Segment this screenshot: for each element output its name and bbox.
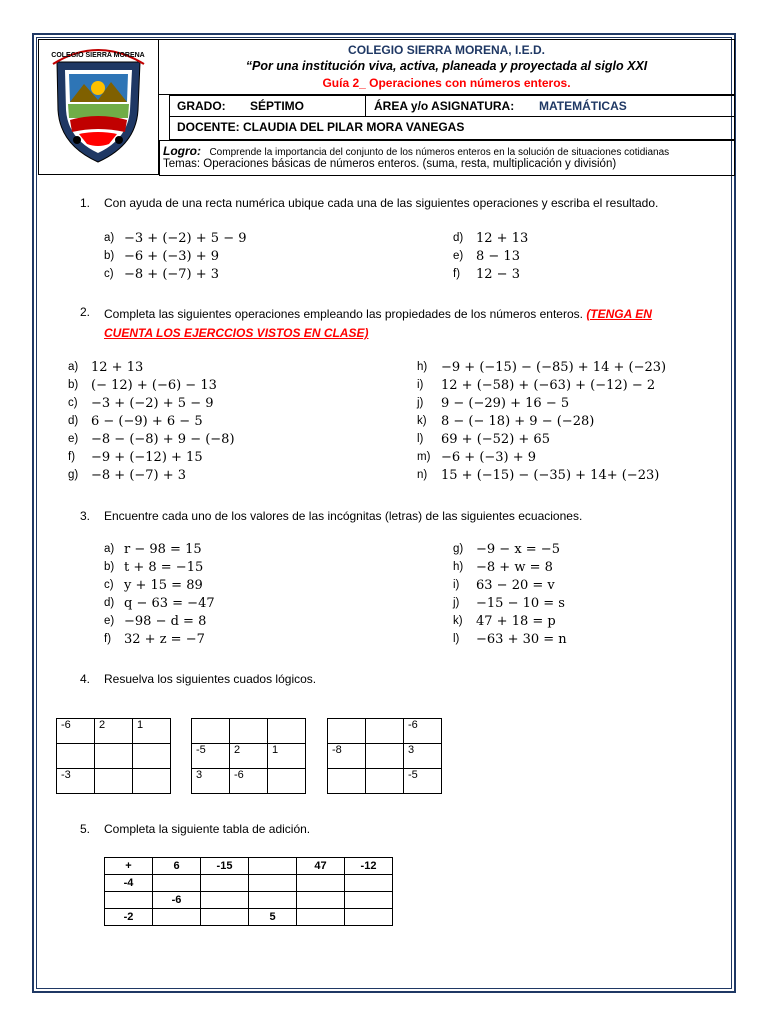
teacher-name: DOCENTE: CLAUDIA DEL PILAR MORA VANEGAS [177, 120, 465, 134]
school-name: COLEGIO SIERRA MORENA, I.E.D. [348, 43, 545, 57]
q3-number: 3. [80, 509, 91, 523]
q3-item-label: c) [104, 579, 114, 591]
q1-item-expression: −8 + (−7) + 3 [124, 267, 220, 282]
title-block [159, 39, 735, 95]
q3-item-expression: −9 − x = −5 [476, 542, 560, 557]
q3-item-label: k) [453, 615, 463, 627]
q2-text: Completa las siguientes operaciones empleando las propiedades de los números enteros. [104, 307, 583, 321]
logic-square-row [328, 744, 442, 769]
q2-item-label: m) [417, 451, 431, 463]
addition-table-cell[interactable] [297, 875, 345, 892]
q3-item-label: a) [104, 543, 115, 555]
logic-square-cell: 1 [268, 744, 306, 769]
guide-title: Guía 2_ Operaciones con números enteros. [322, 76, 571, 90]
logic-square-cell[interactable] [133, 769, 171, 794]
logo-cell [38, 39, 159, 175]
logic-square-2 [191, 718, 306, 794]
logic-square-cell: 2 [230, 744, 268, 769]
logic-square-1 [56, 718, 171, 794]
q2-item-label: a) [68, 361, 79, 373]
q1-item-label: b) [104, 250, 115, 262]
q2-item-expression: 8 − (− 18) + 9 − (−28) [441, 414, 595, 429]
q2-item-expression: −8 − (−8) + 9 − (−8) [91, 432, 235, 447]
q3-item-expression: −63 + 30 = n [476, 632, 567, 647]
logic-square-cell[interactable] [328, 719, 366, 744]
q2-item-label: d) [68, 415, 79, 427]
objective-block [159, 140, 735, 176]
addition-table-cell[interactable] [201, 892, 249, 909]
addition-table [104, 857, 393, 926]
q2-item-label: f) [68, 451, 76, 463]
logic-square-cell[interactable] [366, 719, 404, 744]
logic-square-cell: -3 [57, 769, 95, 794]
q2-item-expression: 15 + (−15) − (−35) + 14+ (−23) [441, 468, 660, 483]
q2-item-label: k) [417, 415, 427, 427]
logic-square-cell[interactable] [366, 769, 404, 794]
q1-item-label: d) [453, 232, 464, 244]
q3-item-label: i) [453, 579, 460, 591]
q2-item-expression: 9 − (−29) + 16 − 5 [441, 396, 570, 411]
q2-item-expression: −9 + (−15) − (−85) + 14 + (−23) [441, 360, 667, 375]
addition-table-cell[interactable] [201, 875, 249, 892]
addition-table-row [105, 875, 393, 892]
addition-table-header-cell: 6 [153, 858, 201, 875]
q4-prompt: Resuelva los siguientes cuados lógicos. [104, 672, 317, 686]
grade-label: GRADO: [177, 99, 226, 113]
logic-square-cell[interactable] [95, 744, 133, 769]
q2-item-expression: −9 + (−12) + 15 [91, 450, 203, 465]
addition-table-header-cell: -15 [201, 858, 249, 875]
q1-number: 1. [80, 196, 91, 210]
q3-item-label: j) [453, 597, 460, 609]
q3-item-label: h) [453, 561, 464, 573]
q2-item-label: n) [417, 469, 428, 481]
addition-table-header-cell: -12 [345, 858, 393, 875]
q1-item-expression: 12 + 13 [476, 231, 529, 246]
q3-item-expression: 47 + 18 = p [476, 614, 556, 629]
addition-table-cell: -6 [153, 892, 201, 909]
q3-item-expression: 63 − 20 = v [476, 578, 555, 593]
logic-square-cell[interactable] [95, 769, 133, 794]
addition-table-cell: 5 [249, 909, 297, 926]
q2-item-expression: 6 − (−9) + 6 − 5 [91, 414, 203, 429]
q3-item-expression: −98 − d = 8 [124, 614, 207, 629]
q3-item-label: f) [104, 633, 112, 645]
addition-table-header-cell: + [105, 858, 153, 875]
addition-table-cell[interactable] [345, 875, 393, 892]
logic-square-cell[interactable] [230, 719, 268, 744]
document-header [38, 39, 735, 177]
addition-table-cell[interactable] [345, 892, 393, 909]
grade-row [169, 95, 735, 117]
addition-table-cell[interactable] [105, 892, 153, 909]
q2-item-expression: −6 + (−3) + 9 [441, 450, 537, 465]
q5-prompt: Completa la siguiente tabla de adición. [104, 822, 311, 836]
q3-item-expression: y + 15 = 89 [124, 578, 203, 593]
addition-table-row [105, 892, 393, 909]
addition-table-cell[interactable] [297, 892, 345, 909]
logic-square-cell[interactable] [57, 744, 95, 769]
logic-square-cell[interactable] [268, 769, 306, 794]
q3-item-label: d) [104, 597, 115, 609]
q2-item-label: g) [68, 469, 79, 481]
addition-table-cell[interactable] [345, 909, 393, 926]
school-seal-logo [39, 40, 158, 174]
logic-square-row [192, 719, 306, 744]
q2-item-expression: −3 + (−2) + 5 − 9 [91, 396, 214, 411]
teacher-row [169, 117, 735, 140]
addition-table-row [105, 909, 393, 926]
q3-item-expression: q − 63 = −47 [124, 596, 215, 611]
logic-square-cell[interactable] [268, 719, 306, 744]
q2-note-1: (TENGA EN [586, 307, 652, 321]
q2-item-label: l) [417, 433, 424, 445]
logic-square-cell: -8 [328, 744, 366, 769]
addition-table-header-cell: 47 [297, 858, 345, 875]
objective-label: Logro: [163, 144, 201, 158]
q2-item-expression: 12 + 13 [91, 360, 144, 375]
addition-table-row [105, 858, 393, 875]
logo-arc-text: COLEGIO SIERRA MORENA [51, 52, 145, 59]
logic-square-cell: 3 [192, 769, 230, 794]
q2-item-label: e) [68, 433, 79, 445]
logic-square-cell: -6 [57, 719, 95, 744]
q5-number: 5. [80, 822, 91, 836]
q3-prompt: Encuentre cada uno de los valores de las incógnitas (letras) de las siguientes ecuaciones. [104, 509, 583, 523]
logic-square-row [57, 744, 171, 769]
q1-item-label: c) [104, 268, 114, 280]
q2-item-label: i) [417, 379, 424, 391]
q2-note-2: CUENTA LOS EJERCCIOS VISTOS EN CLASE) [104, 326, 369, 340]
q2-prompt [104, 305, 684, 343]
logic-square-cell[interactable] [366, 744, 404, 769]
q1-item-label: f) [453, 268, 461, 280]
addition-table-cell[interactable] [201, 909, 249, 926]
addition-table-cell[interactable] [297, 909, 345, 926]
q3-item-expression: −8 + w = 8 [476, 560, 553, 575]
logic-square-row [57, 719, 171, 744]
school-motto: “Por una institución viva, activa, planeada y proyectada al siglo XXI [245, 59, 648, 73]
q1-item-expression: −6 + (−3) + 9 [124, 249, 220, 264]
q3-item-label: b) [104, 561, 115, 573]
logic-square-cell: -5 [404, 769, 442, 794]
q1-item-label: a) [104, 232, 115, 244]
addition-table-cell[interactable] [153, 909, 201, 926]
logic-square-cell: 1 [133, 719, 171, 744]
q3-item-label: g) [453, 543, 464, 555]
logic-square-cell[interactable] [133, 744, 171, 769]
logic-square-cell: -6 [404, 719, 442, 744]
q1-item-expression: 12 − 3 [476, 267, 520, 282]
q2-item-expression: −8 + (−7) + 3 [91, 468, 187, 483]
logic-square-row [192, 769, 306, 794]
grade-value: SÉPTIMO [250, 99, 305, 113]
logic-square-cell: -5 [192, 744, 230, 769]
q3-item-expression: t + 8 = −15 [124, 560, 204, 575]
q1-item-label: e) [453, 250, 464, 262]
q2-number: 2. [80, 305, 91, 319]
addition-table-cell[interactable] [153, 875, 201, 892]
logic-square-cell: -6 [230, 769, 268, 794]
addition-table-header-cell[interactable] [249, 858, 297, 875]
logic-square-cell[interactable] [328, 769, 366, 794]
q3-item-expression: 32 + z = −7 [124, 632, 205, 647]
q2-item-label: c) [68, 397, 78, 409]
subject-label: ÁREA y/o ASIGNATURA: [374, 99, 515, 113]
q3-item-expression: −15 − 10 = s [476, 596, 565, 611]
q2-item-expression: 69 + (−52) + 65 [441, 432, 550, 447]
logic-square-row [57, 769, 171, 794]
q3-item-label: l) [453, 633, 460, 645]
subject-value: MATEMÁTICAS [539, 99, 627, 113]
q3-item-label: e) [104, 615, 115, 627]
logic-square-cell[interactable] [192, 719, 230, 744]
logic-square-cell: 3 [404, 744, 442, 769]
addition-table-cell: -2 [105, 909, 153, 926]
q4-number: 4. [80, 672, 91, 686]
q2-item-expression: (− 12) + (−6) − 13 [91, 378, 217, 393]
logic-square-row [328, 769, 442, 794]
q1-prompt: Con ayuda de una recta numérica ubique cada una de las siguientes operaciones y escriba el resultado. [104, 196, 659, 210]
logic-square-cell: 2 [95, 719, 133, 744]
q2-item-expression: 12 + (−58) + (−63) + (−12) − 2 [441, 378, 656, 393]
addition-table-cell[interactable] [249, 892, 297, 909]
addition-table-cell[interactable] [249, 875, 297, 892]
q2-item-label: j) [417, 397, 424, 409]
q2-item-label: h) [417, 361, 428, 373]
objective-text: Comprende la importancia del conjunto de los números enteros en la solución de situaciones cotidianas [209, 147, 670, 158]
q2-item-label: b) [68, 379, 79, 391]
topics-text: Temas: Operaciones básicas de números enteros. (suma, resta, multiplicación y división) [163, 158, 617, 170]
logic-square-3 [327, 718, 442, 794]
q1-item-expression: 8 − 13 [476, 249, 520, 264]
logic-square-row [328, 719, 442, 744]
logic-square-row [192, 744, 306, 769]
addition-table-cell: -4 [105, 875, 153, 892]
q1-item-expression: −3 + (−2) + 5 − 9 [124, 231, 247, 246]
q3-item-expression: r − 98 = 15 [124, 542, 202, 557]
